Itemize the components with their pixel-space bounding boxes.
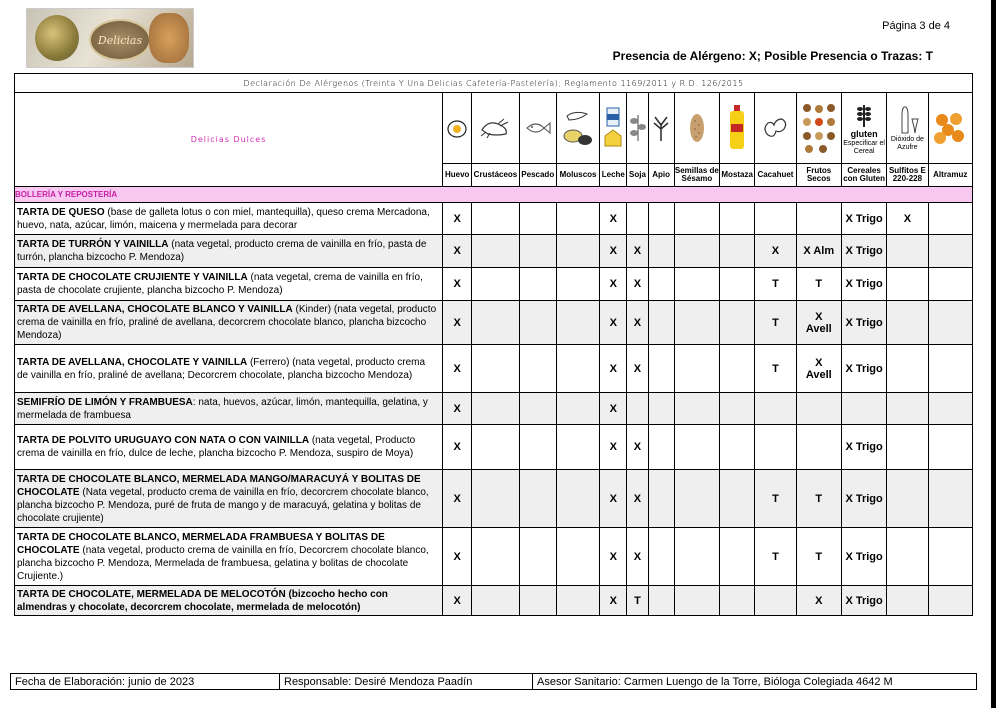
sulphite-note: Dióxido de Azufre — [890, 135, 924, 151]
allergen-cell — [648, 425, 674, 470]
allergen-cell — [674, 235, 719, 268]
col-header: Soja — [627, 164, 648, 187]
allergen-cell: X — [600, 425, 627, 470]
egg-icon — [443, 93, 472, 164]
allergen-cell: X Trigo — [841, 203, 886, 235]
allergen-cell — [627, 393, 648, 425]
allergen-cell — [887, 425, 928, 470]
allergen-cell: X — [443, 203, 472, 235]
col-header: Leche — [600, 164, 627, 187]
allergen-cell: X — [443, 345, 472, 393]
allergen-cell — [627, 203, 648, 235]
allergen-cell — [472, 470, 519, 528]
allergen-cell: X — [627, 425, 648, 470]
table-row — [15, 470, 973, 528]
allergen-cell: T — [796, 470, 841, 528]
allergen-cell — [887, 268, 928, 301]
allergen-cell — [519, 470, 556, 528]
allergen-cell — [674, 268, 719, 301]
allergen-cell — [648, 203, 674, 235]
allergen-cell — [472, 528, 519, 586]
product-name: TARTA DE TURRÓN Y VAINILLA — [17, 239, 169, 250]
table-row — [15, 235, 973, 268]
allergen-cell: T — [755, 301, 796, 345]
product-description — [15, 586, 443, 616]
product-name: TARTA DE QUESO — [17, 206, 105, 218]
product-description — [15, 345, 443, 393]
allergen-cell — [472, 301, 519, 345]
allergen-cell — [720, 425, 755, 470]
product-ingredients: (base de galleta lotus o con miel, mantequilla), queso crema Mercadona, huevo, nata, azúcar, limón, maicena y mermelada para decorar — [17, 206, 430, 231]
allergen-cell: X — [600, 268, 627, 301]
allergen-cell: X — [600, 235, 627, 268]
nuts-icon — [796, 93, 841, 164]
allergen-cell — [887, 586, 928, 616]
allergen-cell: X — [627, 528, 648, 586]
allergen-cell: X — [600, 528, 627, 586]
allergen-cell — [556, 345, 599, 393]
allergen-cell — [556, 470, 599, 528]
allergen-cell: X — [443, 301, 472, 345]
col-header: Cacahuet — [755, 164, 796, 187]
table-row — [15, 203, 973, 235]
col-header: Altramuz — [928, 164, 972, 187]
allergen-cell — [556, 586, 599, 616]
allergen-cell: T — [755, 470, 796, 528]
allergen-cell: X — [443, 393, 472, 425]
allergen-cell: X Trigo — [841, 301, 886, 345]
product-name: TARTA DE CHOCOLATE BLANCO, MERMELADA MANGO/MARACUYÁ Y BOLITAS DE CHOCOLATE — [17, 473, 421, 498]
cereal-note: Especificar el Cereal — [843, 139, 885, 155]
product-name: TARTA DE AVELLANA, CHOCOLATE Y VAINILLA — [17, 356, 248, 368]
allergen-cell — [648, 528, 674, 586]
allergen-cell — [674, 203, 719, 235]
allergen-cell: X Avell — [796, 301, 841, 345]
allergen-cell — [720, 235, 755, 268]
logo-badge — [89, 19, 151, 61]
allergen-cell — [928, 393, 972, 425]
allergen-cell: X — [796, 586, 841, 616]
allergen-cell — [519, 268, 556, 301]
allergen-cell — [720, 470, 755, 528]
allergen-cell: X — [627, 470, 648, 528]
allergen-cell — [519, 425, 556, 470]
table-title: Declaración De Alérgenos (Treinta Y Una Delicias Cafetería-Pastelería); Reglamento 1169/2011 y R.D. 126/2015 — [15, 74, 973, 93]
col-header: Moluscos — [556, 164, 599, 187]
allergen-cell — [519, 393, 556, 425]
allergen-cell: T — [796, 268, 841, 301]
product-description — [15, 203, 443, 235]
fish-icon — [519, 93, 556, 164]
allergen-cell — [755, 203, 796, 235]
allergen-cell — [796, 203, 841, 235]
allergen-cell — [472, 203, 519, 235]
gluten-icon — [841, 93, 886, 164]
allergen-cell — [720, 345, 755, 393]
product-name: TARTA DE CHOCOLATE CRUJIENTE Y VAINILLA — [17, 272, 248, 283]
allergen-cell: X — [627, 345, 648, 393]
product-ingredients: (nata vegetal, Producto crema de vainilla en frío, dulce de leche, plancha bizcocho P. Mendoza, suspiro de Moya) — [17, 435, 416, 459]
allergen-cell — [674, 301, 719, 345]
allergen-cell: X — [755, 235, 796, 268]
allergen-cell — [928, 528, 972, 586]
allergen-cell — [928, 425, 972, 470]
allergen-cell — [556, 393, 599, 425]
table-row — [15, 393, 973, 425]
allergen-cell — [648, 586, 674, 616]
allergen-cell: X — [627, 268, 648, 301]
allergen-cell — [928, 586, 972, 616]
allergen-cell — [556, 425, 599, 470]
allergen-cell — [796, 425, 841, 470]
allergen-cell: T — [755, 345, 796, 393]
allergen-cell — [841, 393, 886, 425]
allergen-cell — [472, 345, 519, 393]
table-row — [15, 345, 973, 393]
allergen-cell: X — [443, 470, 472, 528]
allergen-cell — [928, 470, 972, 528]
product-description — [15, 301, 443, 345]
allergen-cell — [720, 528, 755, 586]
allergen-cell: X Trigo — [841, 235, 886, 268]
allergen-cell: X — [443, 586, 472, 616]
col-header: Sulfitos E 220-228 — [887, 164, 928, 187]
page-edge-bar — [991, 0, 996, 708]
allergen-cell: X — [627, 235, 648, 268]
allergen-cell — [887, 235, 928, 268]
allergen-cell — [720, 586, 755, 616]
product-name: TARTA DE POLVITO URUGUAYO CON NATA O CON VAINILLA — [17, 435, 310, 446]
allergen-cell — [887, 470, 928, 528]
logo-text: Delicias — [97, 33, 143, 47]
company-logo — [26, 8, 194, 68]
allergen-cell: X — [627, 301, 648, 345]
allergen-cell — [928, 345, 972, 393]
col-header: Semillas de Sésamo — [674, 164, 719, 187]
allergen-legend: Presencia de Alérgeno: X; Posible Presencia o Trazas: T — [612, 49, 933, 63]
allergen-cell — [928, 268, 972, 301]
allergen-cell: X — [887, 203, 928, 235]
table-row — [15, 425, 973, 470]
allergen-cell — [720, 301, 755, 345]
allergen-cell — [519, 301, 556, 345]
allergen-cell: T — [796, 528, 841, 586]
allergen-cell — [648, 393, 674, 425]
allergen-cell — [472, 268, 519, 301]
product-ingredients: (nata vegetal, producto crema de vainilla en frío, pasta de turrón, plancha bizcocho P. Mendoza) — [17, 239, 427, 263]
allergen-cell: X — [600, 345, 627, 393]
allergen-cell — [556, 203, 599, 235]
allergen-cell — [674, 528, 719, 586]
product-ingredients: (nata vegetal, producto crema de vainilla en frío, Decorcrem chocolate blanco, plancha bizcocho P. Mendoza, Mermelada de frambuesa, gelatina y bolitas de chocolate Crujiente.) — [17, 544, 429, 582]
product-name: TARTA DE CHOCOLATE, MERMELADA DE MELOCOTÓN (bizcocho hecho con almendras y chocolate, decorcrem chocolate, mermelada de melocotón) — [17, 588, 388, 613]
col-header: Mostaza — [720, 164, 755, 187]
allergen-cell — [674, 586, 719, 616]
allergen-cell — [556, 235, 599, 268]
table-row — [15, 586, 973, 616]
allergen-cell — [928, 301, 972, 345]
product-ingredients: (Nata vegetal, producto crema de vainilla en frío, decorcrem chocolate blanco, plancha bizcocho P. Mendoza, puré de fruta de mango y de maracuyá, gelatina y bolitas de chocolate crujiente) — [17, 486, 429, 524]
product-name: TARTA DE AVELLANA, CHOCOLATE BLANCO Y VAINILLA — [17, 304, 293, 315]
lupin-icon — [928, 93, 972, 164]
allergen-cell: X Trigo — [841, 528, 886, 586]
col-header: Huevo — [443, 164, 472, 187]
allergen-cell — [720, 268, 755, 301]
allergen-cell — [472, 235, 519, 268]
product-description — [15, 393, 443, 425]
product-rows — [15, 203, 973, 616]
allergen-cell: T — [755, 268, 796, 301]
col-header: Pescado — [519, 164, 556, 187]
allergen-cell — [648, 235, 674, 268]
allergen-cell: X — [600, 203, 627, 235]
allergen-cell — [887, 528, 928, 586]
footer — [10, 673, 977, 690]
col-header: Crustáceos — [472, 164, 519, 187]
allergen-cell — [648, 301, 674, 345]
page-number: Página 3 de 4 — [882, 20, 950, 32]
col-header: Frutos Secos — [796, 164, 841, 187]
allergen-cell — [720, 393, 755, 425]
allergen-table — [14, 73, 973, 616]
allergen-cell — [887, 345, 928, 393]
col-header: Apio — [648, 164, 674, 187]
allergen-cell: X Trigo — [841, 345, 886, 393]
allergen-cell — [928, 203, 972, 235]
table-row — [15, 528, 973, 586]
allergen-cell — [472, 393, 519, 425]
brand-title: Delicias Dulces — [15, 93, 443, 187]
product-name: TARTA DE CHOCOLATE BLANCO, MERMELADA FRAMBUESA Y BOLITAS DE CHOCOLATE — [17, 531, 385, 556]
allergen-cell — [556, 301, 599, 345]
allergen-cell: X — [600, 470, 627, 528]
milk-icon — [600, 93, 627, 164]
allergen-cell: T — [627, 586, 648, 616]
sesame-icon — [674, 93, 719, 164]
mollusc-icon — [556, 93, 599, 164]
allergen-cell — [755, 425, 796, 470]
product-name: SEMIFRÍO DE LIMÓN Y FRAMBUESA — [17, 396, 193, 408]
product-ingredients: (nata vegetal, crema de vainilla en frío, pasta de chocolate crujiente, plancha bizcocho P. Mendoza) — [17, 272, 423, 296]
allergen-cell: X — [600, 301, 627, 345]
allergen-cell — [519, 528, 556, 586]
table-row — [15, 268, 973, 301]
allergen-cell — [556, 528, 599, 586]
allergen-cell: X — [443, 268, 472, 301]
allergen-cell — [796, 393, 841, 425]
allergen-cell — [674, 470, 719, 528]
allergen-cell: X Alm — [796, 235, 841, 268]
gluten-label: gluten — [850, 128, 878, 139]
celery-icon — [648, 93, 674, 164]
allergen-cell: X — [443, 235, 472, 268]
allergen-cell: X Trigo — [841, 268, 886, 301]
allergen-cell — [887, 301, 928, 345]
allergen-cell: X — [600, 586, 627, 616]
allergen-cell: X Avell — [796, 345, 841, 393]
logo-plate-image — [35, 15, 79, 61]
allergen-cell — [519, 235, 556, 268]
footer-responsible: Responsable: Desiré Mendoza Paadín — [280, 674, 533, 690]
product-ingredients: (Ferrero) (nata vegetal, producto crema de vainilla en frío, praliné de avellana; Decorcrem chocolate, plancha bizcocho Mendoza) — [17, 356, 426, 381]
product-description — [15, 528, 443, 586]
product-ingredients: : nata, huevos, azúcar, limón, mantequilla, gelatina, y mermelada de frambuesa — [17, 396, 428, 421]
allergen-cell: X Trigo — [841, 425, 886, 470]
allergen-cell: X — [443, 425, 472, 470]
allergen-cell: X Trigo — [841, 586, 886, 616]
allergen-cell — [648, 470, 674, 528]
footer-advisor: Asesor Sanitario: Carmen Luengo de la Torre, Bióloga Colegiada 4642 M — [533, 674, 977, 690]
allergen-cell — [519, 586, 556, 616]
allergen-cell — [755, 393, 796, 425]
allergen-cell — [674, 425, 719, 470]
soy-icon — [627, 93, 648, 164]
allergen-cell — [519, 345, 556, 393]
peanut-icon — [755, 93, 796, 164]
allergen-cell — [556, 268, 599, 301]
col-header: Cereales con Gluten — [841, 164, 886, 187]
crustacean-icon — [472, 93, 519, 164]
product-description — [15, 268, 443, 301]
allergen-cell: X — [443, 528, 472, 586]
allergen-cell — [519, 203, 556, 235]
product-description — [15, 425, 443, 470]
mustard-icon — [720, 93, 755, 164]
product-ingredients: (Kinder) (nata vegetal, producto crema de vainilla en frío, praliné de avellana, decorcrem chocolate blanco, plancha bizcocho Mendoza) — [17, 304, 437, 341]
logo-food-image — [149, 13, 189, 63]
allergen-cell — [648, 268, 674, 301]
allergen-cell — [674, 345, 719, 393]
allergen-cell — [720, 203, 755, 235]
product-description — [15, 235, 443, 268]
allergen-cell — [928, 235, 972, 268]
allergen-cell — [755, 586, 796, 616]
product-description — [15, 470, 443, 528]
allergen-cell: X Trigo — [841, 470, 886, 528]
allergen-cell — [472, 586, 519, 616]
allergen-cell: T — [755, 528, 796, 586]
sulphite-icon — [887, 93, 928, 164]
allergen-cell — [674, 393, 719, 425]
allergen-cell: X — [600, 393, 627, 425]
footer-date: Fecha de Elaboración: junio de 2023 — [11, 674, 280, 690]
table-row — [15, 301, 973, 345]
allergen-cell — [648, 345, 674, 393]
section-title: BOLLERÍA Y REPOSTERÍA — [15, 187, 973, 203]
allergen-cell — [887, 393, 928, 425]
allergen-cell — [472, 425, 519, 470]
